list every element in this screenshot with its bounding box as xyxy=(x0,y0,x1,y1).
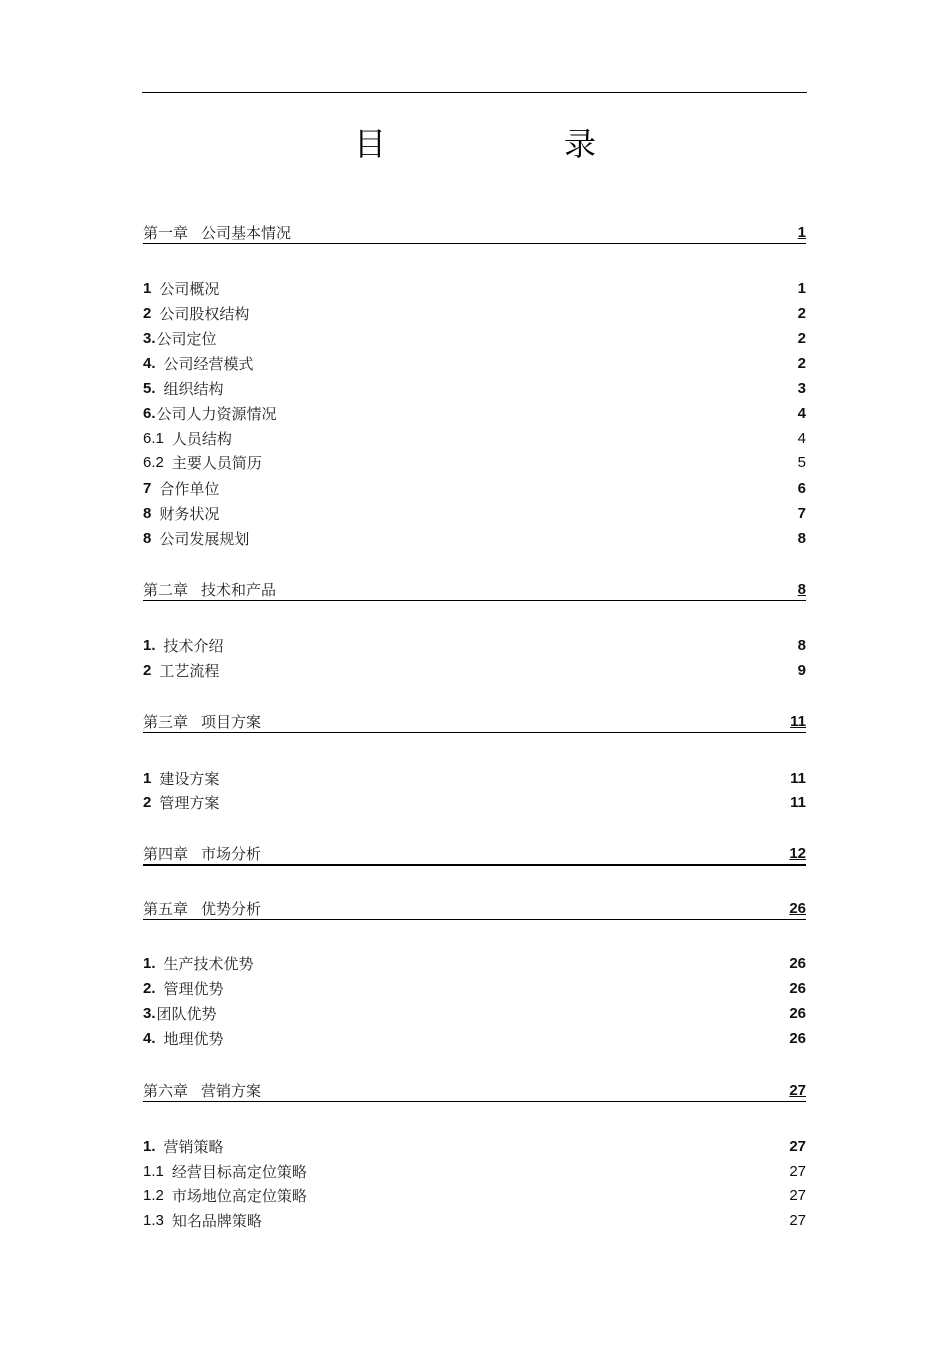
toc-entry-label xyxy=(143,479,219,499)
toc-chapter-row[interactable] xyxy=(143,222,806,244)
toc-entry-row[interactable] xyxy=(143,1002,806,1024)
toc-page-number: 26 xyxy=(789,1005,806,1022)
toc-entry-title: 组织结构 xyxy=(163,380,224,398)
toc-entry-row[interactable] xyxy=(143,791,806,813)
toc-entry-number: 8 xyxy=(143,505,152,522)
toc-chapter-row[interactable] xyxy=(143,898,806,920)
toc-entry-row[interactable] xyxy=(143,327,806,349)
toc-entry-row[interactable] xyxy=(143,502,806,524)
toc-chapter-number: 第四章 xyxy=(143,845,189,863)
toc-entry-title: 公司人力资源情况 xyxy=(156,405,277,423)
toc-entry-title: 管理优势 xyxy=(163,980,224,998)
toc-page-number: 11 xyxy=(790,713,806,730)
toc-entry-label xyxy=(143,429,232,449)
toc-chapter-number: 第五章 xyxy=(143,900,189,918)
toc-page-number: 2 xyxy=(797,355,806,372)
toc-entry-title: 公司发展规划 xyxy=(159,530,250,548)
toc-entry-title: 公司定位 xyxy=(156,330,217,348)
toc-entry-row[interactable] xyxy=(143,352,806,374)
toc-entry-label xyxy=(143,1162,307,1182)
toc-entry-label xyxy=(143,453,262,473)
toc-page-number: 3 xyxy=(797,380,806,397)
toc-entry-row[interactable] xyxy=(143,1135,806,1157)
toc-entry-row[interactable] xyxy=(143,977,806,999)
toc-entry-number: 8 xyxy=(143,530,152,547)
toc-page-number: 1 xyxy=(797,224,806,241)
toc-entry-number: 2 xyxy=(143,305,152,322)
toc-entry-label xyxy=(143,279,219,299)
toc-entry-label xyxy=(143,529,249,549)
toc-entry-number: 4. xyxy=(143,1030,156,1047)
page-title xyxy=(142,120,807,170)
toc-entry-title: 营销方案 xyxy=(201,1082,262,1100)
toc-entry-title: 公司股权结构 xyxy=(159,305,250,323)
toc-entry-row[interactable] xyxy=(143,659,806,681)
toc-entry-row[interactable] xyxy=(143,1027,806,1049)
toc-entry-number: 1.2 xyxy=(143,1187,164,1204)
toc-page-number: 2 xyxy=(797,305,806,322)
toc-entry-number: 4. xyxy=(143,355,156,372)
toc-entry-number: 1 xyxy=(143,280,152,297)
toc-page-number: 1 xyxy=(797,280,806,297)
toc-entry-row[interactable] xyxy=(143,527,806,549)
toc-entry-label xyxy=(143,379,224,399)
toc-entry-title: 财务状况 xyxy=(159,505,220,523)
toc-entry-row[interactable] xyxy=(143,451,806,473)
toc-entry-label xyxy=(143,1029,224,1049)
toc-page-number: 5 xyxy=(797,454,806,471)
toc-page-number: 4 xyxy=(797,430,806,447)
toc-entry-label xyxy=(143,354,254,374)
toc-entry-row[interactable] xyxy=(143,634,806,656)
toc-entry-title: 技术介绍 xyxy=(163,637,224,655)
toc-page-number: 9 xyxy=(797,662,806,679)
toc-page-number: 27 xyxy=(789,1163,806,1180)
title-char-1: 目 xyxy=(354,125,387,163)
toc-page-number: 8 xyxy=(797,530,806,547)
toc-chapter-number: 第三章 xyxy=(143,713,189,731)
toc-entry-number: 6. xyxy=(143,405,156,422)
toc-page-number: 27 xyxy=(789,1138,806,1155)
toc-entry-number: 3. xyxy=(143,1005,156,1022)
toc-entry-label xyxy=(143,1081,261,1101)
title-char-2: 录 xyxy=(564,125,597,163)
toc-page-number: 12 xyxy=(789,845,806,862)
toc-entry-row[interactable] xyxy=(143,1209,806,1231)
toc-entry-title: 技术和产品 xyxy=(201,581,277,599)
toc-entry-number: 1.3 xyxy=(143,1212,164,1229)
toc-entry-label xyxy=(143,661,219,681)
toc-page-number: 27 xyxy=(789,1212,806,1229)
toc-entry-label xyxy=(143,844,261,864)
toc-entry-number: 3. xyxy=(143,330,156,347)
toc-entry-title: 合作单位 xyxy=(159,480,220,498)
toc-entry-label xyxy=(143,1186,307,1206)
toc-page-number: 26 xyxy=(789,900,806,917)
toc-entry-title: 管理方案 xyxy=(159,794,220,812)
toc-entry-label xyxy=(143,329,217,349)
toc-page-number: 6 xyxy=(797,480,806,497)
toc-entry-label xyxy=(143,954,254,974)
toc-entry-number: 1. xyxy=(143,637,156,654)
toc-entry-number: 1.1 xyxy=(143,1163,164,1180)
toc-entry-number: 2. xyxy=(143,980,156,997)
toc-entry-title: 人员结构 xyxy=(171,430,232,448)
toc-entry-title: 优势分析 xyxy=(201,900,262,918)
toc-entry-label xyxy=(143,769,219,789)
toc-entry-label xyxy=(143,636,224,656)
toc-page-number: 26 xyxy=(789,955,806,972)
toc-entry-label xyxy=(143,899,261,919)
toc-entry-title: 公司概况 xyxy=(159,280,220,298)
toc-entry-title: 工艺流程 xyxy=(159,662,220,680)
toc-entry-number: 1 xyxy=(143,770,152,787)
toc-entry-title: 主要人员简历 xyxy=(171,454,262,472)
toc-entry-title: 市场地位高定位策略 xyxy=(171,1187,307,1205)
toc-entry-title: 公司基本情况 xyxy=(201,224,292,242)
toc-entry-row[interactable] xyxy=(143,377,806,399)
toc-entry-label xyxy=(143,404,277,424)
toc-entry-number: 6.2 xyxy=(143,454,164,471)
toc-entry-number: 1. xyxy=(143,955,156,972)
toc-entry-row[interactable] xyxy=(143,427,806,449)
toc-entry-title: 公司经营模式 xyxy=(163,355,254,373)
toc-entry-title: 营销策略 xyxy=(163,1138,224,1156)
toc-chapter-row[interactable] xyxy=(143,1080,806,1102)
toc-entry-label xyxy=(143,712,261,732)
toc-entry-number: 1. xyxy=(143,1138,156,1155)
toc-entry-row[interactable] xyxy=(143,1184,806,1206)
toc-entry-row[interactable] xyxy=(143,1160,806,1182)
toc-chapter-row[interactable] xyxy=(143,711,806,733)
toc-entry-number: 7 xyxy=(143,480,152,497)
toc-page-number: 27 xyxy=(789,1082,806,1099)
toc-entry-label xyxy=(143,504,219,524)
toc-entry-row[interactable] xyxy=(143,952,806,974)
toc-entry-label xyxy=(143,580,276,600)
toc-page-number: 7 xyxy=(797,505,806,522)
toc-entry-row[interactable] xyxy=(143,402,806,424)
toc-entry-label xyxy=(143,979,224,999)
toc-page-number: 11 xyxy=(790,794,806,811)
toc-entry-title: 知名品牌策略 xyxy=(171,1212,262,1230)
toc-entry-row[interactable] xyxy=(143,477,806,499)
toc-entry-number: 2 xyxy=(143,794,152,811)
toc-page-number: 27 xyxy=(789,1187,806,1204)
toc-entry-title: 经营目标高定位策略 xyxy=(171,1163,307,1181)
toc-entry-title: 建设方案 xyxy=(159,770,220,788)
toc-entry-title: 生产技术优势 xyxy=(163,955,254,973)
toc-entry-title: 市场分析 xyxy=(201,845,262,863)
toc-entry-number: 6.1 xyxy=(143,430,164,447)
toc-entry-number: 2 xyxy=(143,662,152,679)
toc-entry-row[interactable] xyxy=(143,767,806,789)
toc-page-number: 26 xyxy=(789,980,806,997)
toc-page-number: 26 xyxy=(789,1030,806,1047)
toc-entry-label xyxy=(143,793,219,813)
toc-entry-number: 5. xyxy=(143,380,156,397)
toc-entry-title: 地理优势 xyxy=(163,1030,224,1048)
toc-page-number: 4 xyxy=(797,405,806,422)
toc-entry-title: 项目方案 xyxy=(201,713,262,731)
toc-chapter-row[interactable] xyxy=(143,579,806,601)
toc-entry-label xyxy=(143,1137,224,1157)
toc-chapter-number: 第二章 xyxy=(143,581,189,599)
header-rule xyxy=(142,92,807,93)
toc-entry-row[interactable] xyxy=(143,302,806,324)
toc-entry-row[interactable] xyxy=(143,277,806,299)
toc-entry-label xyxy=(143,223,291,243)
toc-entry-label xyxy=(143,1211,262,1231)
toc-page-number: 11 xyxy=(790,770,806,787)
toc-chapter-number: 第一章 xyxy=(143,224,189,242)
toc-chapter-row[interactable] xyxy=(143,843,806,866)
toc-entry-label xyxy=(143,1004,217,1024)
toc-entry-label xyxy=(143,304,249,324)
toc-page-number: 8 xyxy=(797,581,806,598)
toc-page-number: 8 xyxy=(797,637,806,654)
toc-page-number: 2 xyxy=(797,330,806,347)
toc-chapter-number: 第六章 xyxy=(143,1082,189,1100)
toc-entry-title: 团队优势 xyxy=(156,1005,217,1023)
